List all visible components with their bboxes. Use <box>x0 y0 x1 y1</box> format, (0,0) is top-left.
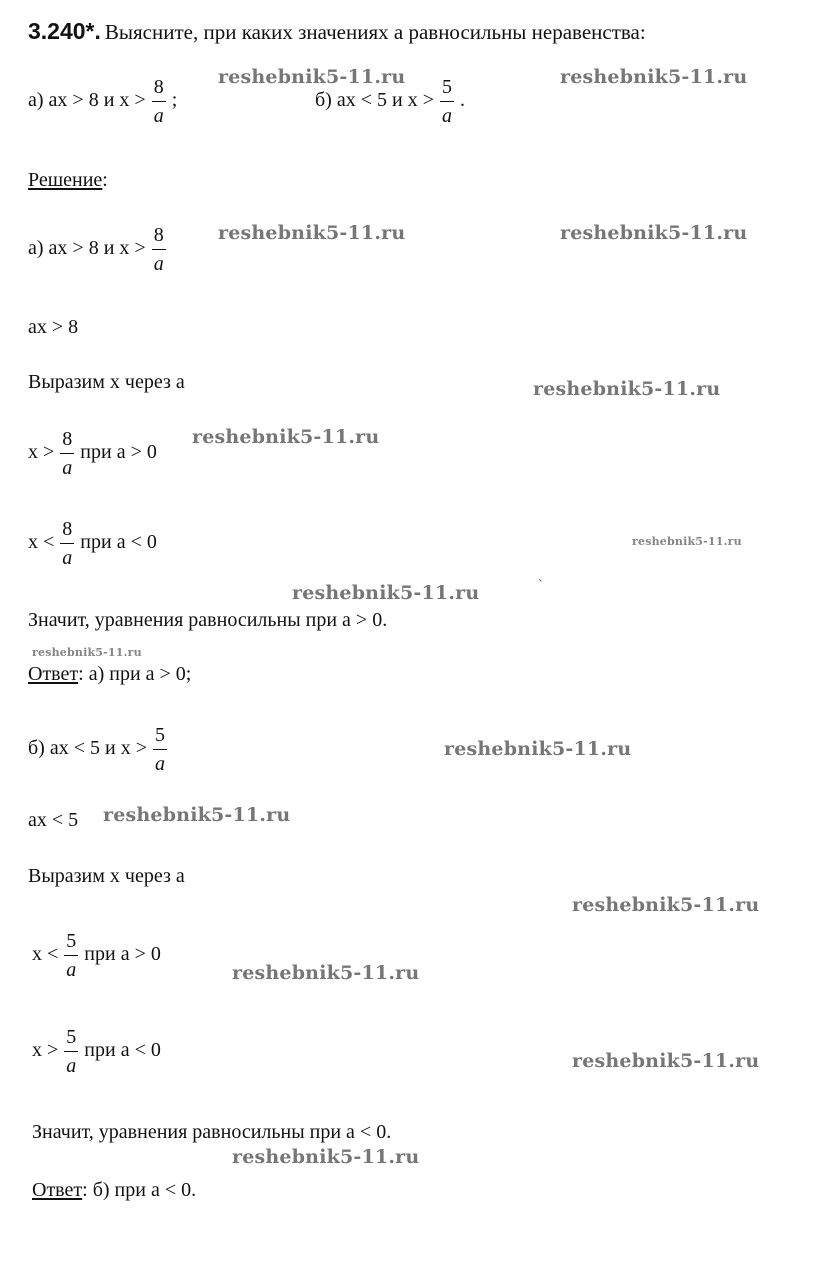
fraction-8-over-a: $\frac{8}{a}$ <box>62 428 73 479</box>
solution-b-case2: x > $\frac{5}{a}$ при a < 0 <box>32 1026 161 1077</box>
solution-a-express: Выразим x через а <box>28 371 185 393</box>
watermark: reshebnik5-11.ru <box>572 894 760 916</box>
solution-a-case2: x < $\frac{8}{a}$ при a < 0 <box>28 518 157 569</box>
watermark: reshebnik5-11.ru <box>218 222 406 244</box>
part-b-label: б) ax < 5 и x > <box>315 89 434 112</box>
watermark: reshebnik5-11.ru <box>232 1146 420 1168</box>
solution-a-case1: x > $\frac{8}{a}$ при a > 0 <box>28 428 157 479</box>
answer-a: Ответ: а) при a > 0; <box>28 663 192 685</box>
solution-a-restated: а) ax > 8 и x > $\frac{8}{a}$ <box>28 224 164 275</box>
watermark: reshebnik5-11.ru <box>533 378 721 400</box>
watermark: reshebnik5-11.ru <box>632 535 742 548</box>
fraction-5-over-a: $\frac{5}{a}$ <box>154 724 165 775</box>
solution-b-case1: x < $\frac{5}{a}$ при a > 0 <box>32 930 161 981</box>
fraction-5-over-a: $\frac{5}{a}$ <box>66 930 77 981</box>
solution-a-step1: ax > 8 <box>28 316 79 338</box>
watermark: reshebnik5-11.ru <box>560 66 748 88</box>
problem-statement: Выясните, при каких значениях а равносильны неравенства: <box>104 20 646 44</box>
answer-b: Ответ: б) при a < 0. <box>32 1179 197 1201</box>
problem-part-a: а) ax > 8 и x > $\frac{8}{a}$ ; <box>28 76 178 127</box>
problem-number: 3.240*. <box>28 18 101 44</box>
watermark: reshebnik5-11.ru <box>103 804 291 826</box>
watermark: reshebnik5-11.ru <box>292 582 480 604</box>
scan-speck: ` <box>538 578 543 593</box>
solution-b-conclusion: Значит, уравнения равносильны при a < 0. <box>32 1121 392 1143</box>
watermark: reshebnik5-11.ru <box>572 1050 760 1072</box>
solution-b-step1: ax < 5 <box>28 809 79 831</box>
watermark: reshebnik5-11.ru <box>444 738 632 760</box>
watermark: reshebnik5-11.ru <box>192 426 380 448</box>
part-a-label: а) ax > 8 и x > <box>28 89 146 112</box>
solution-b-express: Выразим x через а <box>28 865 185 887</box>
problem-part-b: б) ax < 5 и x > $\frac{5}{a}$ . <box>315 76 465 127</box>
problem-header <box>28 18 646 45</box>
solution-b-restated: б) ax < 5 и x > $\frac{5}{a}$ <box>28 724 165 775</box>
watermark: reshebnik5-11.ru <box>232 962 420 984</box>
fraction-8-over-a: $\frac{8}{a}$ <box>62 518 73 569</box>
watermark: reshebnik5-11.ru <box>32 646 142 659</box>
watermark: reshebnik5-11.ru <box>218 66 406 88</box>
fraction-8-over-a: $\frac{8}{a}$ <box>153 224 164 275</box>
solution-heading: Решение: <box>28 169 108 191</box>
fraction-5-over-a: $\frac{5}{a}$ <box>66 1026 77 1077</box>
fraction-8-over-a: $\frac{8}{a}$ <box>153 76 164 127</box>
fraction-5-over-a: $\frac{5}{a}$ <box>441 76 452 127</box>
solution-a-conclusion: Значит, уравнения равносильны при a > 0. <box>28 609 388 631</box>
watermark: reshebnik5-11.ru <box>560 222 748 244</box>
